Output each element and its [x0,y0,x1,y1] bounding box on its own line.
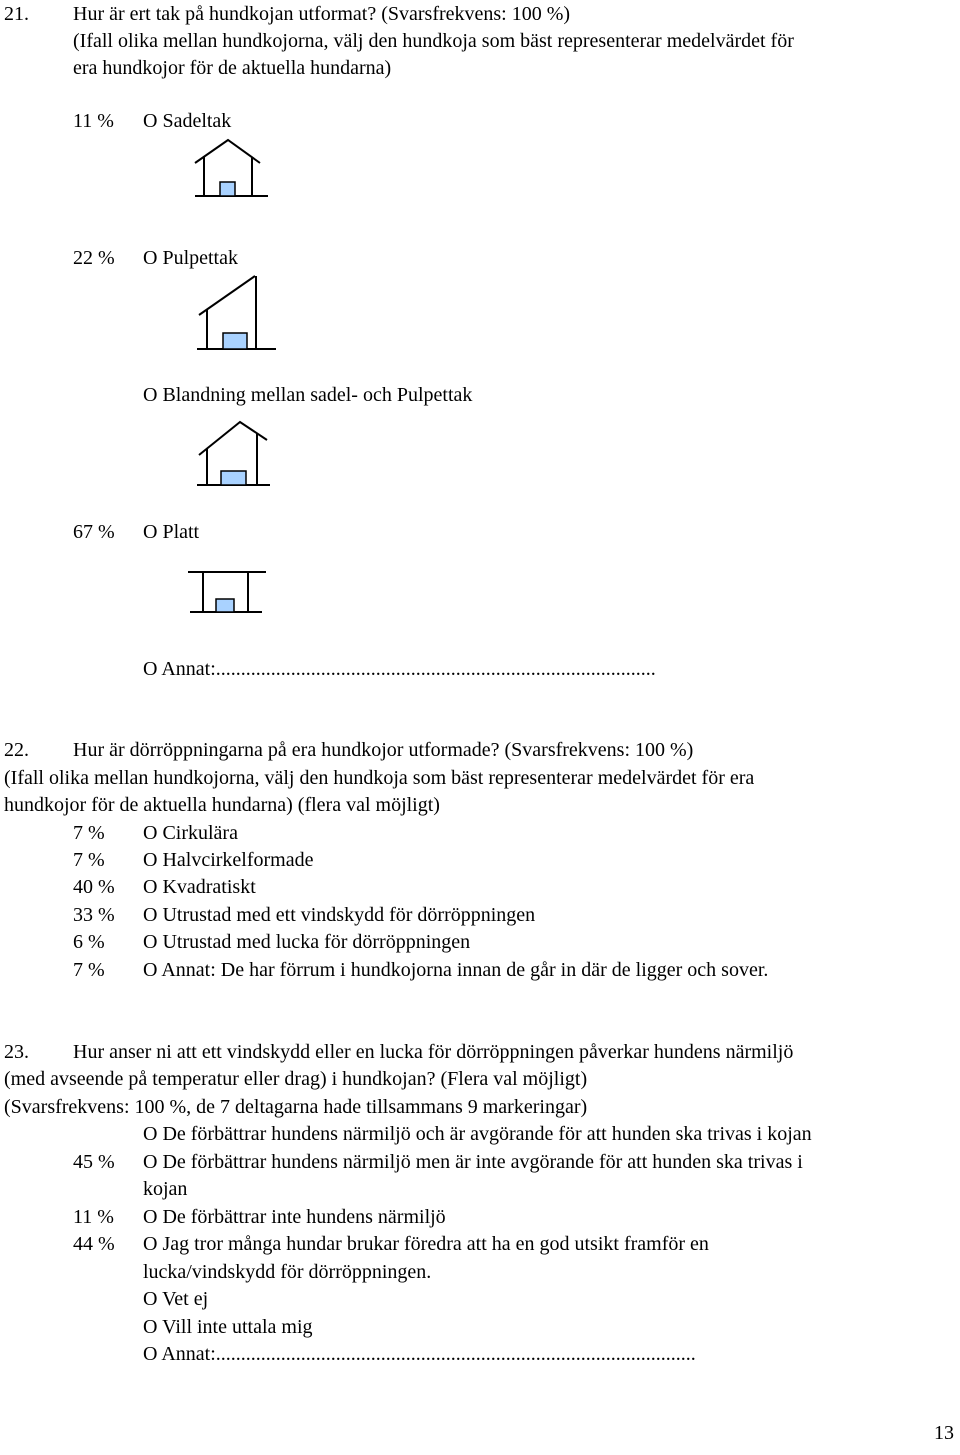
option-label: O Vet ej [143,1288,209,1310]
option-label: O De förbättrar inte hundens närmiljö [143,1206,446,1228]
option-label: O Jag tror många hundar brukar föredra att ha en god utsikt framför en [143,1233,709,1255]
option-percent: 7 % [73,849,105,871]
question-title: Hur anser ni att ett vindskydd eller en lucka för dörröppningen påverkar hundens närmiljö [73,1041,794,1063]
option-label: O Annat: De har förrum i hundkojorna innan de går in där de ligger och sover. [143,959,769,981]
option-percent: 7 % [73,822,105,844]
option-label: O Vill inte uttala mig [143,1316,313,1338]
option-label: O De förbättrar hundens närmiljö men är inte avgörande för att hunden ska trivas i [143,1151,803,1173]
option-percent: 33 % [73,904,115,926]
option-percent: 11 % [73,1206,114,1228]
mixed-roof-house-icon [193,418,278,490]
question-number: 22. [4,739,29,761]
shed-roof-house-icon [193,272,283,354]
question-note: (Svarsfrekvens: 100 %, de 7 deltagarna hade tillsammans 9 markeringar) [4,1096,588,1118]
option-percent: 7 % [73,959,105,981]
option-percent: 40 % [73,876,115,898]
question-note: (Ifall olika mellan hundkojorna, välj den hundkoja som bäst representerar medelvärdet för era [4,767,755,789]
question-note: hundkojor för de aktuella hundarna) (flera val möjligt) [4,794,440,816]
option-label: O Platt [143,521,200,543]
question-number: 23. [4,1041,29,1063]
option-percent: 6 % [73,931,105,953]
question-title: Hur är dörröppningarna på era hundkojor utformade? (Svarsfrekvens: 100 %) [73,739,694,761]
option-label: O Annat:........................................................................................ [143,658,656,680]
option-label: O Utrustad med lucka för dörröppningen [143,931,471,953]
option-label: O Annat:................................................................................................ [143,1343,696,1365]
question-note: era hundkojor för de aktuella hundarna) [73,57,392,79]
page-number: 13 [934,1422,954,1444]
option-label: O Halvcirkelformade [143,849,314,871]
option-label: O Kvadratiskt [143,876,256,898]
question-title: Hur är ert tak på hundkojan utformat? (Svarsfrekvens: 100 %) [73,3,571,25]
option-percent: 11 % [73,110,114,132]
option-label: O De förbättrar hundens närmiljö och är avgörande för att hunden ska trivas i kojan [143,1123,812,1145]
option-label: O Cirkulära [143,822,238,844]
flat-roof-house-icon [186,568,271,616]
option-label: O Sadeltak [143,110,232,132]
question-note: (Ifall olika mellan hundkojorna, välj den hundkoja som bäst representerar medelvärdet för [73,30,794,52]
option-label: O Utrustad med ett vindskydd för dörröppningen [143,904,536,926]
question-number: 21. [4,3,29,25]
option-percent: 44 % [73,1233,115,1255]
gable-roof-house-icon [190,135,275,200]
option-label-continuation: kojan [143,1178,188,1200]
option-percent: 45 % [73,1151,115,1173]
option-label: O Pulpettak [143,247,238,269]
question-note: (med avseende på temperatur eller drag) i hundkojan? (Flera val möjligt) [4,1068,588,1090]
option-percent: 22 % [73,247,115,269]
option-label-continuation: lucka/vindskydd för dörröppningen. [143,1261,432,1283]
option-percent: 67 % [73,521,115,543]
option-label: O Blandning mellan sadel- och Pulpettak [143,384,473,406]
